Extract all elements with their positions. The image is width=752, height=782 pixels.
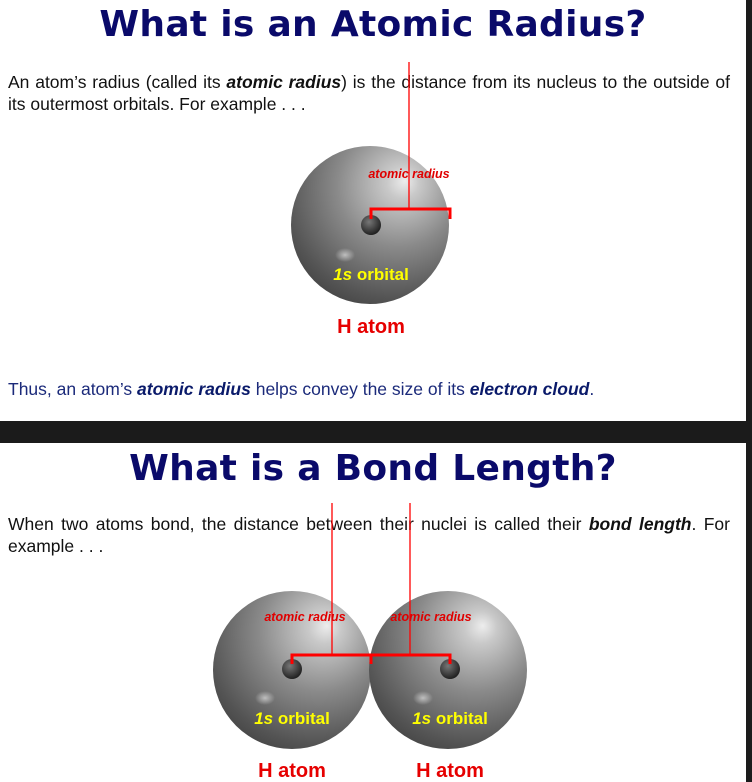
intro-text-after: . For example . . .	[8, 514, 730, 556]
intro-term: atomic radius	[226, 72, 342, 92]
conclusion-term-1: atomic radius	[137, 379, 251, 399]
orbital-label: 1s orbital	[333, 265, 409, 284]
conclusion-text-middle: helps convey the size of its	[250, 379, 470, 399]
right-atomic-radius-label: atomic radius	[390, 610, 472, 624]
right-orbital-label: 1s orbital	[412, 709, 488, 728]
intro-text-after: ) is the distance from its nucleus to the outside of its outermost orbitals. For example . . .	[8, 72, 730, 114]
left-sphere-reflection	[255, 691, 275, 705]
intro-text-before: When two atoms bond, the distance between their nuclei is called their	[8, 514, 589, 534]
bond-length-slide	[0, 443, 746, 782]
hydrogen-molecule-diagram	[0, 443, 746, 782]
intro-term: bond length	[588, 514, 692, 534]
conclusion-text-after: .	[589, 379, 595, 399]
atomic-radius-label: atomic radius	[368, 167, 450, 181]
left-atomic-radius-label: atomic radius	[264, 610, 346, 624]
left-atom-label: H atom	[258, 760, 326, 782]
atom-label: H atom	[337, 316, 405, 338]
conclusion-term-2: electron cloud	[469, 379, 590, 399]
conclusion-text-before: Thus, an atom’s	[8, 379, 138, 399]
left-orbital-label: 1s orbital	[254, 709, 330, 728]
conclusion-paragraph	[8, 378, 730, 400]
slide-title: What is a Bond Length?	[129, 448, 617, 489]
slide-title: What is an Atomic Radius?	[99, 4, 647, 45]
sphere-reflection	[335, 248, 355, 262]
right-atom-label: H atom	[416, 760, 484, 782]
right-sphere-reflection	[413, 691, 433, 705]
intro-text-before: An atom’s radius (called its	[8, 72, 227, 92]
